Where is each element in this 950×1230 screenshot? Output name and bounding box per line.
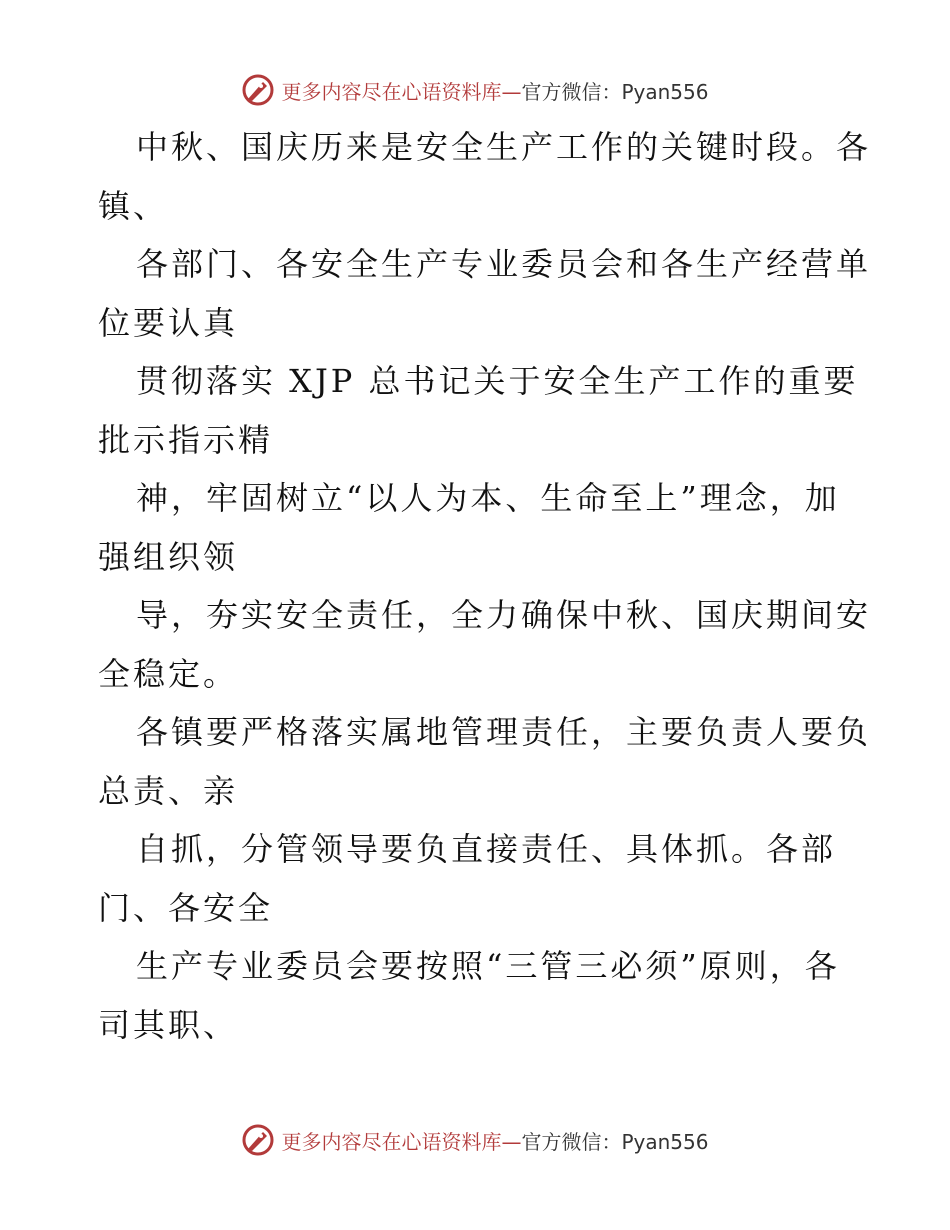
paragraph-line: 各部门、各安全生产专业委员会和各生产经营单 bbox=[136, 245, 872, 283]
paragraph bbox=[98, 703, 872, 820]
paragraph-line: 批示指示精 bbox=[98, 420, 274, 459]
paragraph bbox=[98, 820, 858, 937]
paragraph bbox=[98, 118, 872, 235]
paragraph-line: 自抓，分管领导要负直接责任、具体抓。各部 bbox=[136, 830, 837, 868]
header-watermark-text: 更多内容尽在心语资料库—官方微信：Pyan556 bbox=[281, 79, 709, 104]
paragraph bbox=[98, 352, 858, 469]
paragraph-line: 强组织领 bbox=[98, 537, 239, 576]
paragraph-line: 司其职、 bbox=[98, 1005, 239, 1044]
footer-watermark-banner bbox=[0, 1120, 950, 1160]
paragraph-line: 镇、 bbox=[98, 186, 169, 225]
document-body bbox=[98, 118, 872, 1054]
pen-nib-logo-icon bbox=[241, 1123, 275, 1157]
paragraph-line: 位要认真 bbox=[98, 303, 239, 342]
paragraph-line: 导，夯实安全责任，全力确保中秋、国庆期间安 bbox=[136, 596, 872, 634]
paragraph bbox=[98, 235, 872, 352]
paragraph-line: 全稳定。 bbox=[98, 654, 239, 693]
paragraph-line: 门、各安全 bbox=[98, 888, 274, 927]
header-watermark-banner bbox=[0, 70, 950, 110]
paragraph-line: 各镇要严格落实属地管理责任，主要负责人要负 bbox=[136, 713, 872, 751]
paragraph bbox=[98, 586, 872, 703]
paragraph-line: 总责、亲 bbox=[98, 771, 239, 810]
paragraph-line: 中秋、国庆历来是安全生产工作的关键时段。各 bbox=[136, 128, 872, 166]
paragraph bbox=[98, 469, 858, 586]
paragraph-line: 贯彻落实 XJP 总书记关于安全生产工作的重要 bbox=[136, 362, 859, 400]
pen-nib-logo-icon bbox=[241, 73, 275, 107]
paragraph bbox=[98, 937, 858, 1054]
footer-watermark-text: 更多内容尽在心语资料库—官方微信：Pyan556 bbox=[281, 1129, 709, 1154]
paragraph-line: 生产专业委员会要按照“三管三必须”原则，各 bbox=[136, 947, 840, 985]
paragraph-line: 神，牢固树立“以人为本、生命至上”理念，加 bbox=[136, 479, 840, 517]
